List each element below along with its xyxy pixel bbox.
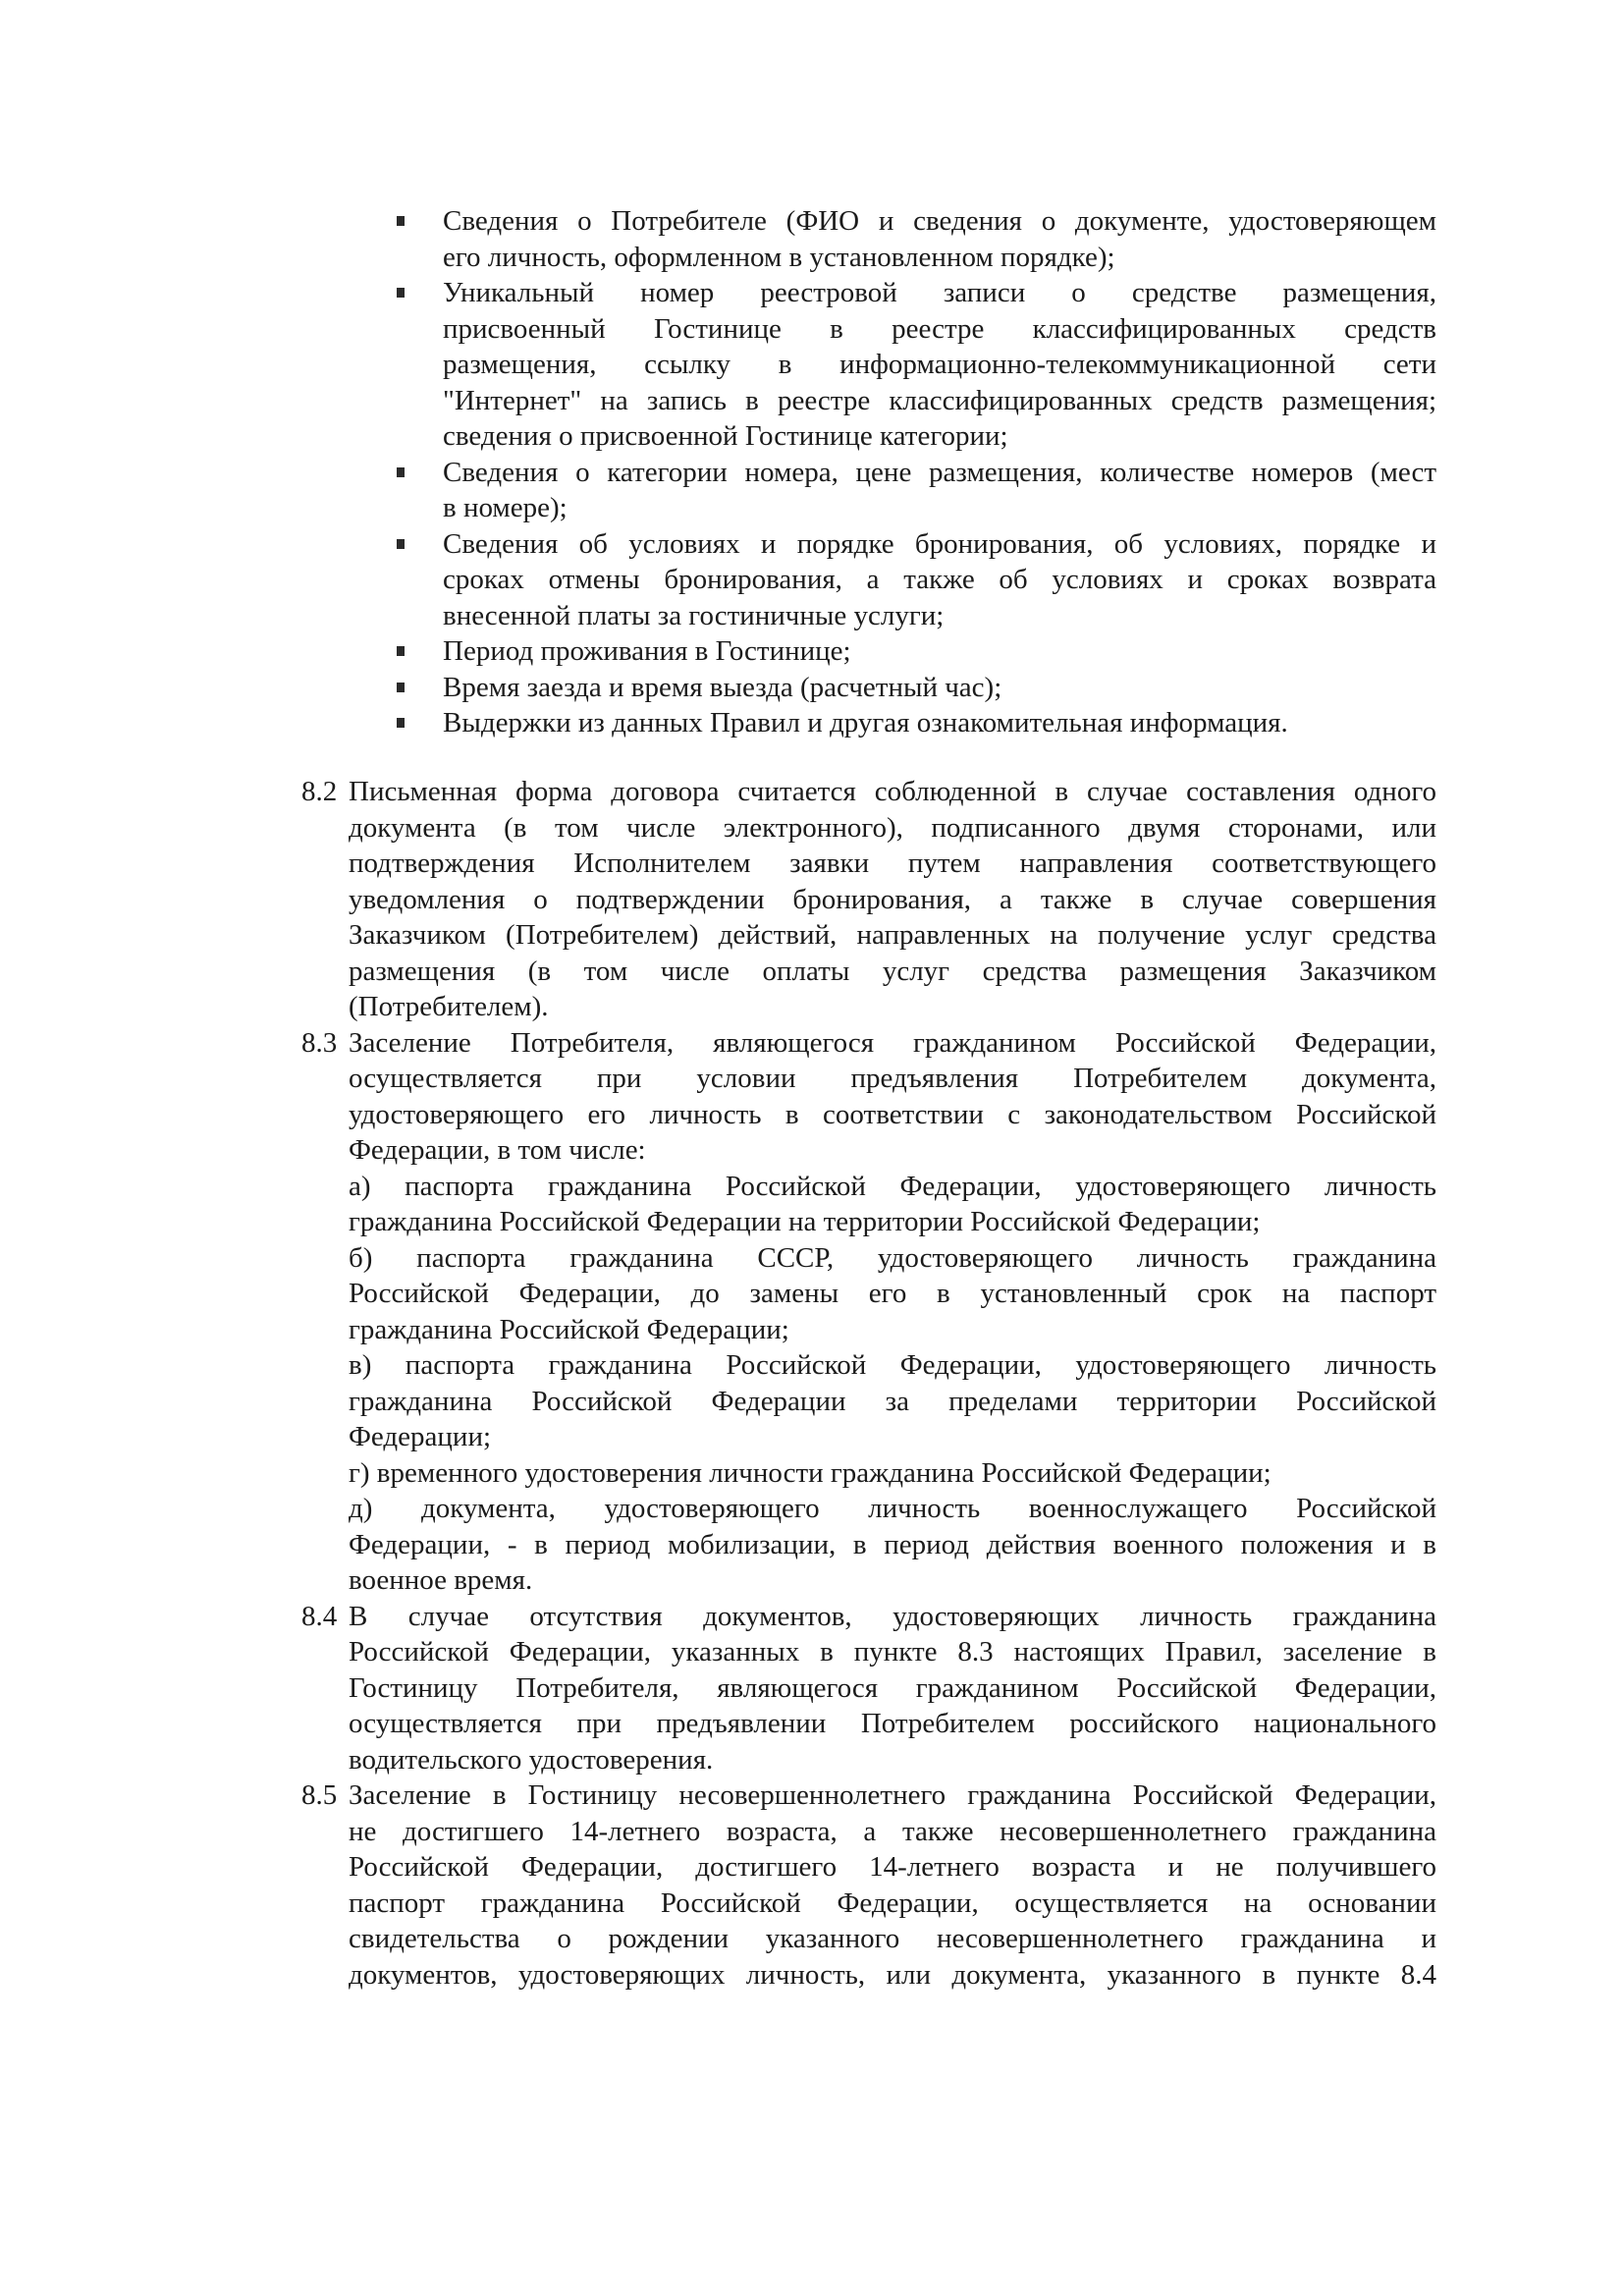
text-line: Гостиницу Потребителя, являющегося гражданином Российской Федерации,: [349, 1671, 1436, 1704]
bullet-list: [443, 203, 1436, 741]
text-line: сведения о присвоенной Гостинице категории;: [443, 420, 1008, 452]
text-line: сроках отмены бронирования, а также об условиях и сроках возврата: [443, 564, 1436, 595]
text-line: Время заезда и время выезда (расчетный час);: [443, 671, 1002, 703]
text-line: не достигшего 14-летнего возраста, а также несовершеннолетнего гражданина: [349, 1815, 1436, 1847]
text-line: гражданина Российской Федерации на территории Российской Федерации;: [349, 1206, 1261, 1237]
square-bullet-icon: [397, 467, 405, 477]
text-line: г) временного удостоверения личности гражданина Российской Федерации;: [349, 1456, 1271, 1489]
text-line: размещения, ссылку в информационно-телекоммуникационной сети: [443, 349, 1436, 380]
paragraph: [349, 1169, 1436, 1240]
text-line: уведомления о подтверждении бронирования, а также в случае совершения: [349, 883, 1436, 915]
section-number: 8.3: [301, 1026, 338, 1059]
text-line: подтверждения Исполнителем заявки путем направления соответствующего: [349, 847, 1436, 879]
text-line: Российской Федерации, достигшего 14-летнего возраста и не получившего: [349, 1851, 1436, 1883]
text-line: Письменная форма договора считается соблюденной в случае составления одного: [349, 776, 1436, 807]
paragraph: [349, 1240, 1436, 1348]
text-line: размещения (в том числе оплаты услуг средства размещения Заказчиком: [349, 955, 1436, 987]
square-bullet-icon: [397, 683, 405, 692]
text-line: паспорт гражданина Российской Федерации, осуществляется на основании: [349, 1886, 1436, 1919]
text-line: Российской Федерации, указанных в пункте 8.3 настоящих Правил, заселение в: [349, 1636, 1436, 1667]
text-line: В случае отсутствия документов, удостоверяющих личность гражданина: [349, 1600, 1436, 1632]
text-line: Период проживания в Гостинице;: [443, 635, 851, 667]
text-line: в номере);: [443, 492, 568, 523]
text-line: внесенной платы за гостиничные услуги;: [443, 599, 945, 631]
bullet-item: [443, 526, 1436, 634]
section-8-5: [301, 1777, 1436, 1993]
paragraph: [349, 1455, 1436, 1492]
square-bullet-icon: [397, 718, 405, 728]
paragraph: [349, 1599, 1436, 1778]
text-line: "Интернет" на запись в реестре классифицированных средств размещения;: [443, 384, 1436, 416]
bullet-item: [443, 670, 1436, 706]
section-number: 8.4: [301, 1600, 338, 1632]
section-8-2: [301, 774, 1436, 1025]
text-line: Уникальный номер реестровой записи о средстве размещения,: [443, 277, 1436, 308]
text-line: в) паспорта гражданина Российской Федерации, удостоверяющего личность: [349, 1349, 1436, 1381]
bullet-item: [443, 275, 1436, 455]
numbered-sections: [301, 774, 1436, 1993]
text-line: Заселение Потребителя, являющегося гражданином Российской Федерации,: [349, 1026, 1436, 1059]
text-line: удостоверяющего его личность в соответствии с законодательством Российской: [349, 1098, 1436, 1130]
text-line: осуществляется при условии предъявления Потребителем документа,: [349, 1063, 1436, 1094]
square-bullet-icon: [397, 646, 405, 656]
text-line: Российской Федерации, до замены его в установленный срок на паспорт: [349, 1278, 1436, 1309]
square-bullet-icon: [397, 288, 405, 298]
text-line: его личность, оформленном в установленном порядке);: [443, 241, 1115, 273]
text-line: (Потребителем).: [349, 991, 549, 1022]
paragraph: [349, 1025, 1436, 1169]
text-line: осуществляется при предъявлении Потребителем российского национального: [349, 1708, 1436, 1739]
section-number: 8.5: [301, 1779, 338, 1811]
text-line: документа (в том числе электронного), подписанного двумя сторонами, или: [349, 811, 1436, 844]
paragraph: [349, 774, 1436, 1025]
text-line: Федерации, - в период мобилизации, в период действия военного положения и в: [349, 1528, 1436, 1560]
text-line: гражданина Российской Федерации;: [349, 1313, 789, 1345]
section-8-4: [301, 1599, 1436, 1778]
text-line: военное время.: [349, 1564, 533, 1596]
text-line: Заказчиком (Потребителем) действий, направленных на получение услуг средства: [349, 919, 1436, 951]
text-line: Сведения об условиях и порядке бронирования, об условиях, порядке и: [443, 527, 1436, 560]
paragraph: [349, 1347, 1436, 1455]
text-line: Федерации, в том числе:: [349, 1134, 646, 1166]
text-line: документов, удостоверяющих личность, или документа, указанного в пункте 8.4: [349, 1958, 1436, 1991]
text-line: б) паспорта гражданина СССР, удостоверяющего личность гражданина: [349, 1241, 1436, 1274]
text-line: а) паспорта гражданина Российской Федерации, удостоверяющего личность: [349, 1170, 1436, 1202]
text-line: Выдержки из данных Правил и другая ознакомительная информация.: [443, 707, 1288, 738]
text-line: Заселение в Гостиницу несовершеннолетнего гражданина Российской Федерации,: [349, 1779, 1436, 1811]
paragraph: [349, 1491, 1436, 1599]
text-line: водительского удостоверения.: [349, 1743, 714, 1776]
text-line: Федерации;: [349, 1421, 492, 1452]
text-line: свидетельства о рождении указанного несовершеннолетнего гражданина и: [349, 1923, 1436, 1954]
bullet-item: [443, 455, 1436, 526]
section-8-3: [301, 1025, 1436, 1599]
text-line: присвоенный Гостинице в реестре классифицированных средств: [443, 312, 1436, 345]
bullet-item: [443, 633, 1436, 670]
text-line: Сведения о Потребителе (ФИО и сведения о документе, удостоверяющем: [443, 205, 1436, 237]
square-bullet-icon: [397, 539, 405, 549]
bullet-item: [443, 203, 1436, 275]
paragraph: [349, 1777, 1436, 1993]
text-line: Сведения о категории номера, цене размещения, количестве номеров (мест: [443, 456, 1436, 488]
bullet-item: [443, 705, 1436, 741]
section-number: 8.2: [301, 776, 338, 807]
square-bullet-icon: [397, 216, 405, 226]
text-line: д) документа, удостоверяющего личность военнослужащего Российской: [349, 1493, 1436, 1524]
text-line: гражданина Российской Федерации за пределами территории Российской: [349, 1385, 1436, 1417]
